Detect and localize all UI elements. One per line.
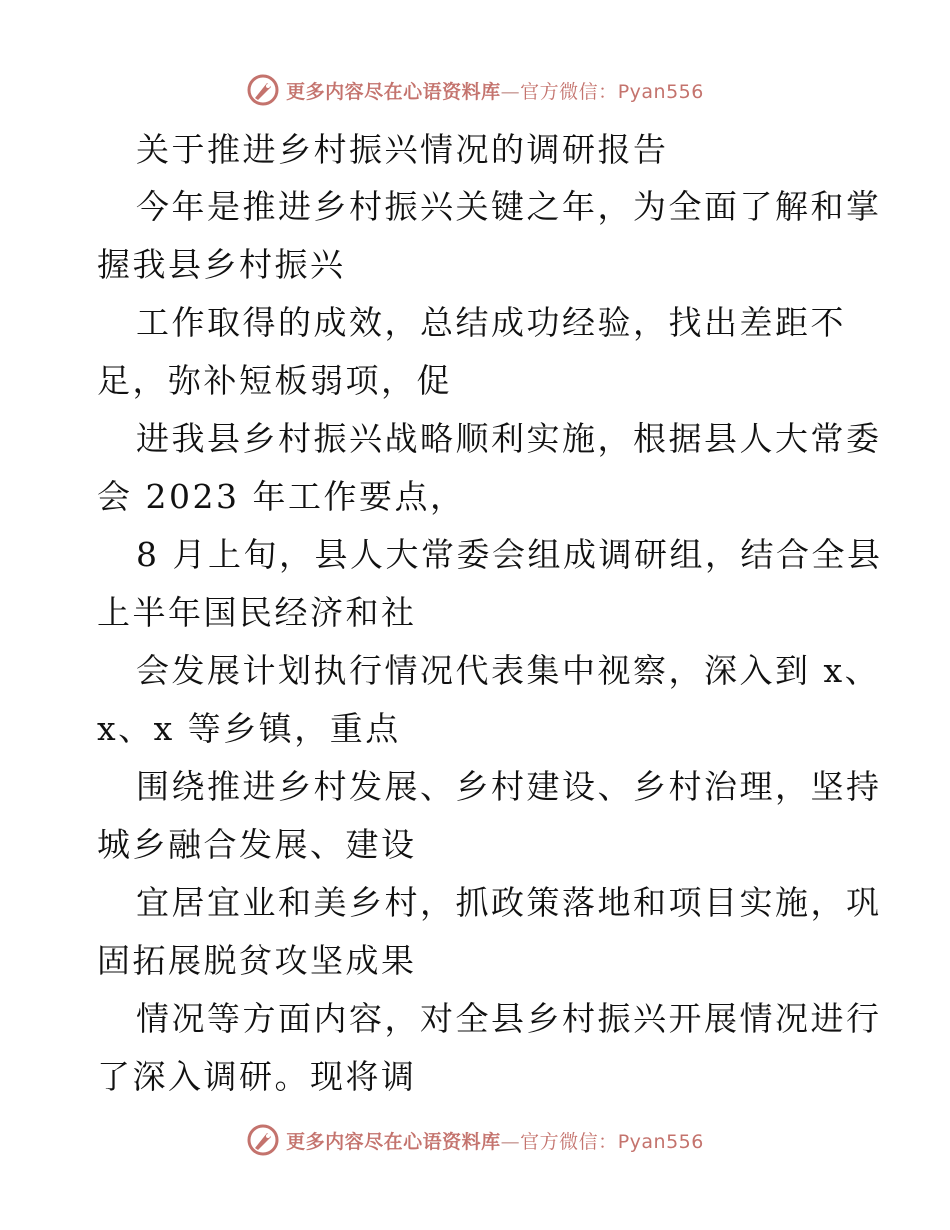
paragraph-line: 今年是推进乡村振兴关键之年，为全面了解和掌 bbox=[136, 187, 882, 226]
pen-nib-logo-icon bbox=[246, 73, 280, 107]
paragraph-line: 8 月上旬，县人大常委会组成调研组，结合全县 bbox=[136, 535, 883, 574]
footer-watermark bbox=[0, 1120, 950, 1160]
watermark-label: 官方微信： bbox=[520, 80, 618, 103]
watermark-text bbox=[286, 1127, 704, 1154]
paragraph-line: 会发展计划执行情况代表集中视察，深入到 x、 bbox=[136, 651, 881, 690]
paragraph-line: 会 2023 年工作要点， bbox=[97, 477, 466, 516]
paragraph-line: 足，弥补短板弱项，促 bbox=[97, 361, 452, 400]
paragraph-line: 固拓展脱贫攻坚成果 bbox=[97, 941, 417, 980]
paragraph-line: 工作取得的成效，总结成功经验，找出差距不 bbox=[136, 303, 846, 342]
paragraph-line: 城乡融合发展、建设 bbox=[97, 825, 417, 864]
paragraph-line: x、x 等乡镇，重点 bbox=[97, 709, 401, 748]
watermark-dash: — bbox=[500, 1130, 521, 1153]
paragraph-line: 情况等方面内容，对全县乡村振兴开展情况进行 bbox=[136, 999, 882, 1038]
header-watermark bbox=[0, 70, 950, 110]
paragraph-line: 握我县乡村振兴 bbox=[97, 245, 346, 284]
paragraph-line: 了深入调研。现将调 bbox=[97, 1057, 417, 1096]
paragraph-line: 宜居宜业和美乡村，抓政策落地和项目实施，巩 bbox=[136, 883, 882, 922]
paragraph-line: 进我县乡村振兴战略顺利实施，根据县人大常委 bbox=[136, 419, 882, 458]
watermark-label: 官方微信： bbox=[520, 1130, 618, 1153]
pen-nib-logo-icon bbox=[246, 1123, 280, 1157]
paragraph-line: 围绕推进乡村发展、乡村建设、乡村治理，坚持 bbox=[136, 767, 882, 806]
watermark-dash: — bbox=[500, 80, 521, 103]
watermark-id: Pyan556 bbox=[617, 80, 704, 103]
watermark-main: 更多内容尽在心语资料库 bbox=[286, 80, 501, 103]
paragraph-line: 上半年国民经济和社 bbox=[97, 593, 417, 632]
document-title: 关于推进乡村振兴情况的调研报告 bbox=[136, 130, 669, 169]
watermark-main: 更多内容尽在心语资料库 bbox=[286, 1130, 501, 1153]
watermark-text bbox=[286, 77, 704, 104]
watermark-id: Pyan556 bbox=[617, 1130, 704, 1153]
